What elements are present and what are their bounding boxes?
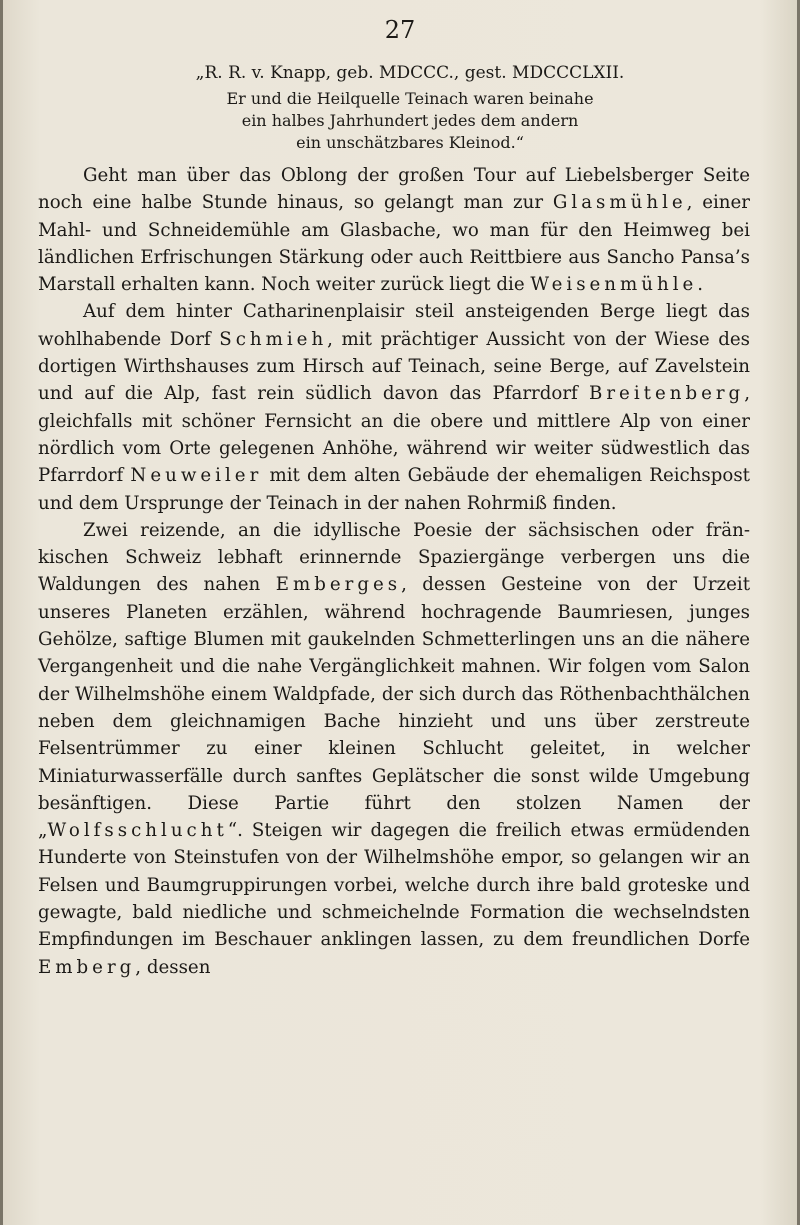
text-run: Auf dem hinter Catharinenplaisir steil ansteigenden Berge liegt das wohlhabende Dorf: [38, 301, 750, 350]
body-text: [38, 162, 750, 981]
spaced-name: Weisenmühle: [530, 274, 698, 296]
text-run: , gleichfalls mit schöner Fernsicht an die obere und mittlere Alp von einer nördlich vom Orte gelegenen Anhöhe, während wir weiter südwestlich das Pfarrdorf: [38, 383, 750, 487]
page-edge-left: [0, 0, 3, 1225]
spaced-name: Breitenberg: [588, 383, 745, 405]
spaced-name: Schmieh: [219, 328, 328, 350]
spaced-name: Neuweiler: [130, 465, 263, 487]
text-run: , dessen: [135, 956, 211, 978]
text-run: Zwei reizende, an die idyllische Poesie der sächsischen oder fränkischen Schweiz lebhaft erinnernde Spaziergänge verbergen uns die Waldungen des nahen: [38, 519, 750, 596]
motto-signature: „R. R. v. Knapp, geb. MDCCC., gest. MDCCCLXII.: [195, 63, 625, 83]
text-run: , mit prächtiger Aussicht von der Wiese des dortigen Wirthshauses zum Hirsch auf Teinach, seine Berge, auf Zavelstein und auf die Alp, fast rein südlich davon das Pfarrdorf: [38, 328, 750, 405]
spaced-name: Emberg: [38, 956, 136, 978]
motto-line: ein unschätzbares Kleinod.“: [296, 133, 524, 152]
motto-line: Er und die Heilquelle Teinach waren beinahe: [226, 89, 594, 108]
text-run: “. Steigen wir dagegen die freilich etwas ermüdenden Hunderte von Steinstufen von der Wilhelmshöhe empor, so gelangen wir an Felsen und Baumgruppirungen vorbei, welche durch ihre bald groteske und gewagte, bald niedliche und schmeichelnde Formation die wechselndsten Empfindungen im Beschauer anklingen lassen, zu dem freundlichen Dorfe: [38, 820, 750, 951]
text-run: , einer Mahl- und Schneidemühle am Glasbache, wo man für den Heimweg bei ländlichen Erfrischungen Stärkung oder auch Reittbiere aus Sancho Pansa’s Marstall erhalten kann. Noch weiter zurück liegt die: [38, 192, 750, 296]
text-run: .: [697, 274, 704, 296]
spaced-name: Glasmühle: [552, 192, 687, 214]
text-run: Geht man über das Oblong der großen Tour auf Liebelsberger Seite noch eine halbe Stunde hinaus, so gelangt man zur: [38, 165, 750, 214]
text-run: , dessen Gesteine von der Urzeit unseres Planeten erzählen, während hochragende Baumriesen, junges Gehölze, saftige Blumen mit gaukelnden Schmetterlingen uns an die nähere Vergangenheit und die nahe Vergänglichkeit mahnen. Wir folgen vom Salon der Wilhelmshöhe einem Waldpfade, der sich durch das Röthenbachthälchen neben dem gleichnamigen Bache hinzieht und uns über zerstreute Felsentrümmer zu einer kleinen Schlucht geleitet, in welcher Miniaturwasserfälle durch sanftes Geplätscher die sonst wilde Umgebung besänftigen. Diese Partie führt den stolzen Namen der „: [38, 574, 750, 842]
spaced-name: Wolfsschlucht: [47, 820, 228, 842]
motto: [160, 62, 660, 154]
page-number: 27: [384, 16, 416, 44]
text-run: mit dem alten Gebäude der ehemaligen Reichspost und dem Ursprunge der Teinach in der nahen Rohrmiß finden.: [38, 465, 750, 514]
paragraph: [38, 162, 750, 298]
motto-line: ein halbes Jahrhundert jedes dem andern: [241, 111, 579, 130]
paragraph: [38, 298, 750, 516]
paragraph: [38, 517, 750, 981]
spaced-name: Emberges: [275, 574, 402, 596]
